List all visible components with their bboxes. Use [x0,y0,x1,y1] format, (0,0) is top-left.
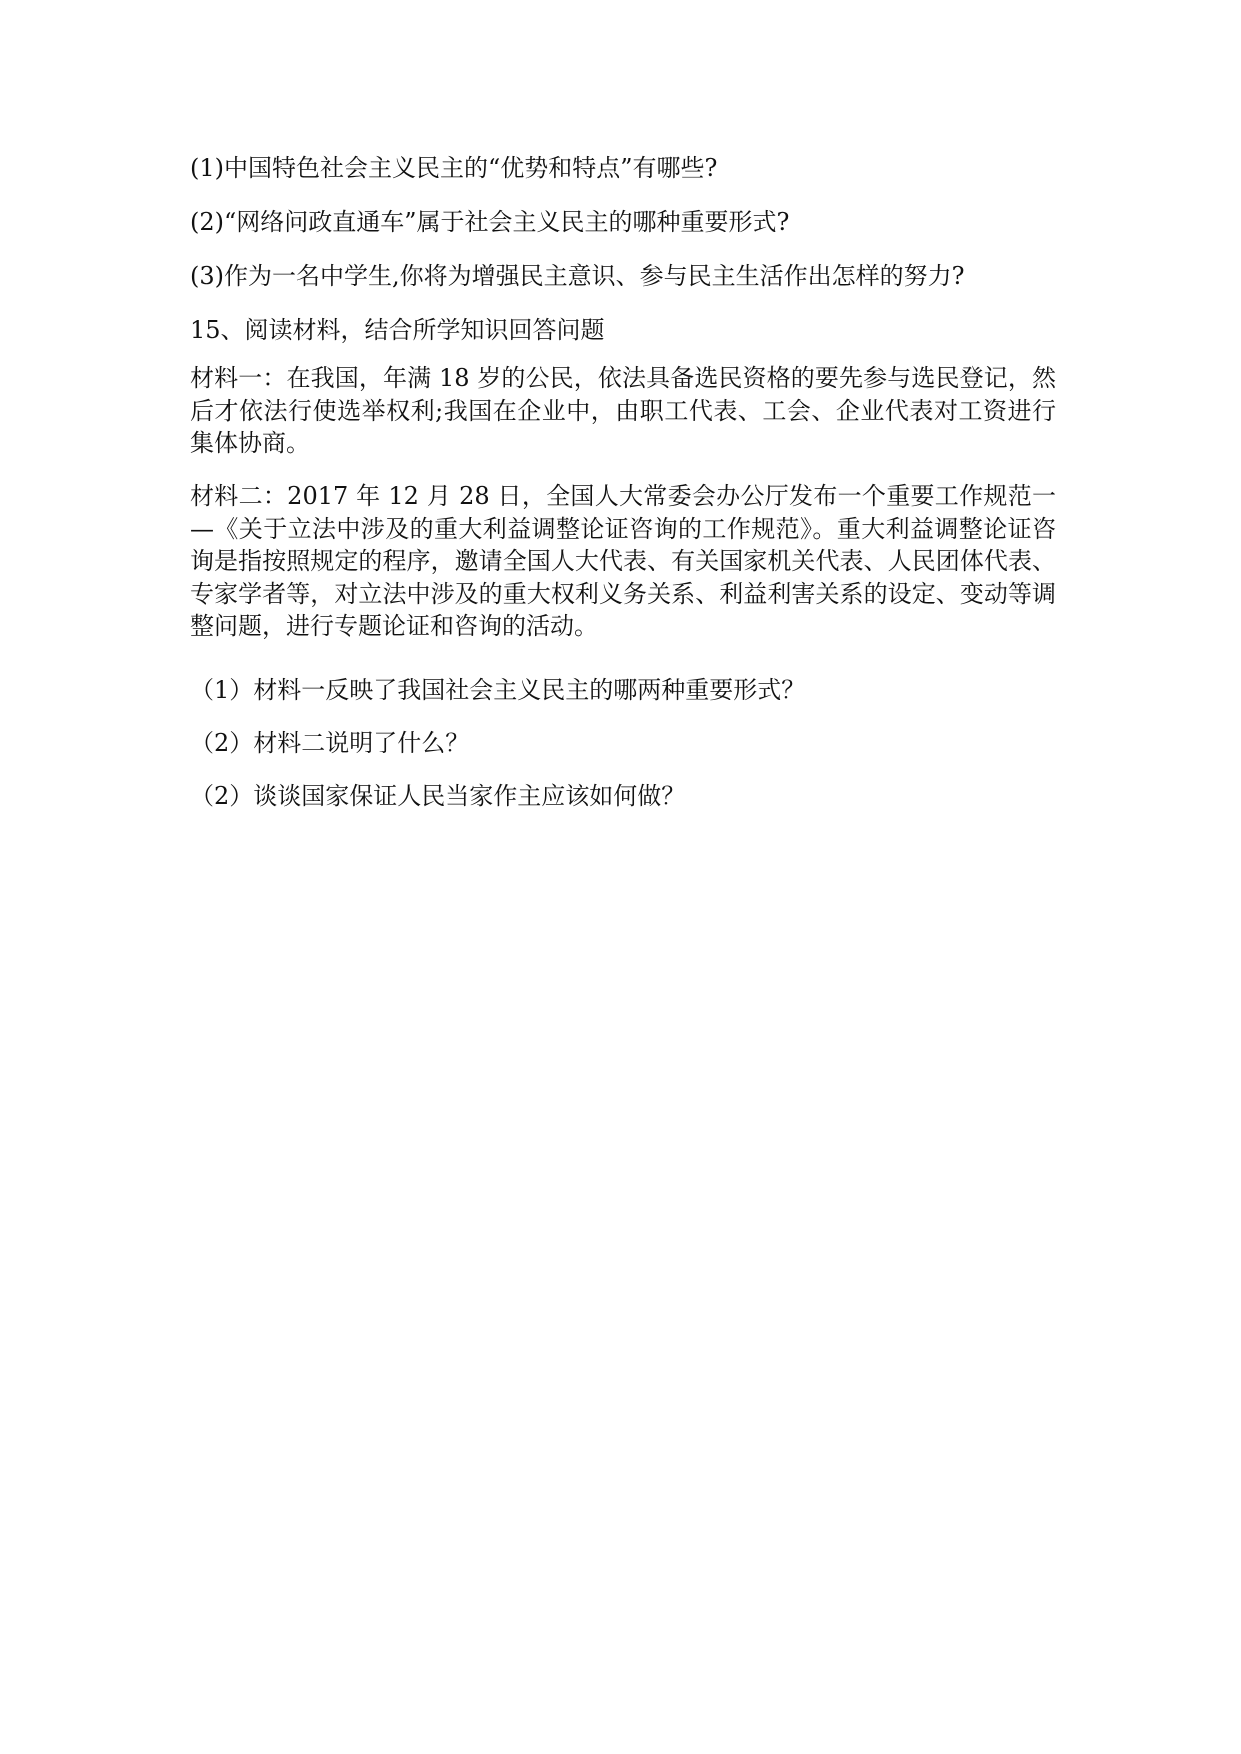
sub-question-2: （2）材料二说明了什么？ [190,729,470,757]
material-2-paragraph: 材料二：2017 年 12 月 28 日，全国人大常委会办公厅发布一个重要工作规范一—《关于立法中涉及的重大利益调整论证咨询的工作规范》。重大利益调整论证咨询是指按照规定的程序，邀请全国人大代表、有关国家机关代表、人民团体代表、专家学者等，对立法中涉及的重大权利义务关系、利益利害关系的设定、变动等调整问题，进行专题论证和咨询的活动。 [190,482,1056,640]
material-1-paragraph: 材料一：在我国，年满 18 岁的公民，依法具备选民资格的要先参与选民登记，然后才依法行使选举权利;我国在企业中，由职工代表、工会、企业代表对工资进行集体协商。 [190,364,1056,457]
question-3-text: (3)作为一名中学生,你将为增强民主意识、参与民主生活作出怎样的努力? [190,262,965,290]
sub-question-1: （1）材料一反映了我国社会主义民主的哪两种重要形式？ [190,676,806,704]
sub-question-3: （2）谈谈国家保证人民当家作主应该如何做？ [190,782,686,810]
question-1-text: (1)中国特色社会主义民主的“优势和特点”有哪些? [190,154,718,182]
question-15-heading: 15、阅读材料，结合所学知识回答问题 [190,316,605,344]
question-2-text: (2)“网络问政直通车”属于社会主义民主的哪种重要形式? [190,208,790,236]
